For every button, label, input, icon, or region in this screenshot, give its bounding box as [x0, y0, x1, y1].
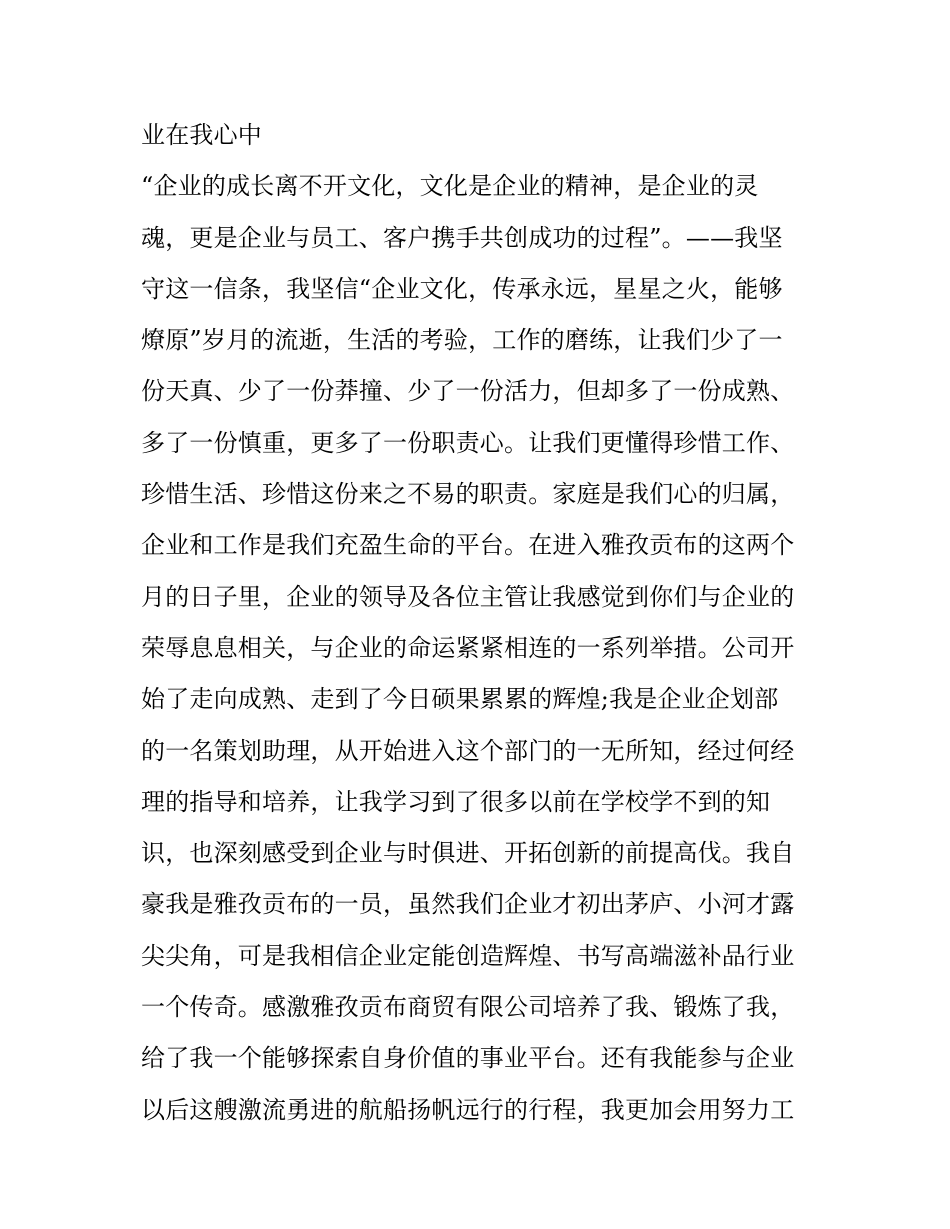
text-line: 荣辱息息相关，与企业的命运紧紧相连的一系列举措。公司开	[141, 633, 795, 662]
text-line: “企业的成长离不开文化，文化是企业的精神，是企业的灵	[141, 172, 759, 201]
text-line: 份天真、少了一份莽撞、少了一份活力，但却多了一份成熟、	[141, 377, 795, 406]
text-line: 守这一信条，我坚信“企业文化，传承永远，星星之火，能够	[141, 274, 783, 303]
text-line: 企业和工作是我们充盈生命的平台。在进入雅孜贡布的这两个	[141, 531, 795, 560]
text-line: 业在我心中	[141, 121, 262, 149]
text-line: 魂，更是企业与员工、客户携手共创成功的过程”。——我坚	[141, 223, 783, 252]
text-line: 尖尖角，可是我相信企业定能创造辉煌、书写高端滋补品行业	[141, 941, 795, 970]
body-text	[141, 110, 821, 1136]
text-line: 珍惜生活、珍惜这份来之不易的职责。家庭是我们心的归属，	[141, 480, 795, 509]
text-line: 一个传奇。感激雅孜贡布商贸有限公司培养了我、锻炼了我，	[141, 993, 795, 1022]
text-line: 的一名策划助理，从开始进入这个部门的一无所知，经过何经	[141, 736, 795, 765]
text-line: 以后这艘激流勇进的航船扬帆远行的行程，我更加会用努力工	[141, 1095, 795, 1124]
text-line: 豪我是雅孜贡布的一员，虽然我们企业才初出茅庐、小河才露	[141, 890, 795, 919]
text-line: 理的指导和培养，让我学习到了很多以前在学校学不到的知	[141, 787, 771, 816]
text-line: 给了我一个能够探索自身价值的事业平台。还有我能参与企业	[141, 1044, 795, 1073]
text-line: 多了一份慎重，更多了一份职责心。让我们更懂得珍惜工作、	[141, 428, 795, 457]
text-line: 始了走向成熟、走到了今日硕果累累的辉煌;我是企业企划部	[141, 685, 779, 714]
text-line: 识，也深刻感受到企业与时俱进、开拓创新的前提高伐。我自	[141, 839, 795, 868]
text-line: 燎原”岁月的流逝，生活的考验，工作的磨练，让我们少了一	[141, 326, 783, 355]
text-line: 月的日子里，企业的领导及各位主管让我感觉到你们与企业的	[141, 582, 795, 611]
